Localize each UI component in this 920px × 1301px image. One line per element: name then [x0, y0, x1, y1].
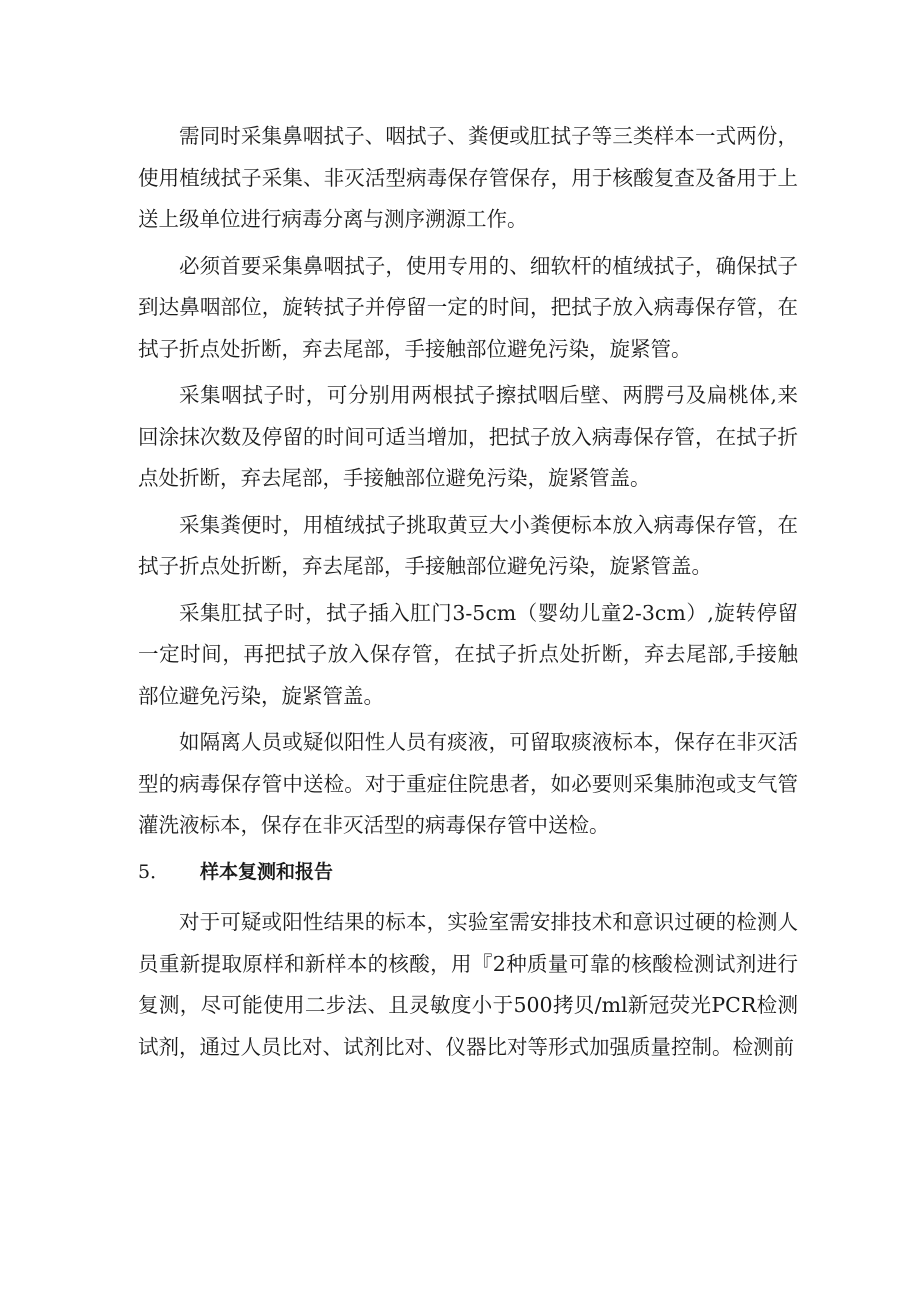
paragraph-throat-swab: 采集咽拭子时，可分别用两根拭子擦拭咽后壁、两腭弓及扁桃体,来回涂抹次数及停留的时间可适当增加，把拭子放入病毒保存管，在拭子折点处折断，弃去尾部，手接触部位避免污染，旋紧管盖。	[138, 383, 798, 490]
paragraph-sputum-sample: 如隔离人员或疑似阳性人员有痰液，可留取痰液标本，保存在非灭活型的病毒保存管中送检。对于重症住院患者，如必要则采集肺泡或支气管灌洗液标本，保存在非灭活型的病毒保存管中送检。	[138, 730, 798, 837]
paragraph-collect-three-sample-types: 需同时采集鼻咽拭子、咽拭子、粪便或肛拭子等三类样本一式两份，使用植绒拭子采集、非灭活型病毒保存管保存，用于核酸复查及备用于上送上级单位进行病毒分离与测序溯源工作。	[138, 124, 798, 231]
paragraph-nasopharyngeal-swab: 必须首要采集鼻咽拭子，使用专用的、细软杆的植绒拭子，确保拭子到达鼻咽部位，旋转拭子并停留一定的时间，把拭子放入病毒保存管，在拭子折点处折断，弃去尾部，手接触部位避免污染，旋紧管。	[138, 253, 798, 361]
section-number: 5．	[138, 860, 170, 883]
paragraph-anal-swab: 采集肛拭子时，拭子插入肛门3-5cm（婴幼儿童2-3cm）,旋转停留一定时间，再把拭子放入保存管，在拭子折点处折断，弃去尾部,手接触部位避免污染，旋紧管盖。	[138, 600, 798, 708]
paragraph-stool-sample: 采集粪便时，用植绒拭子挑取黄豆大小粪便标本放入病毒保存管，在拭子折点处折断，弃去尾部，手接触部位避免污染，旋紧管盖。	[138, 512, 798, 578]
section-heading	[138, 852, 798, 894]
paragraph-retest-and-report: 对于可疑或阳性结果的标本，实验室需安排技术和意识过硬的检测人员重新提取原样和新样本的核酸，用『2种质量可靠的核酸检测试剂进行复测，尽可能使用二步法、且灵敏度小于500拷贝/ml新冠荧光PCR检测试剂，通过人员比对、试剂比对、仪器比对等形式加强质量控制。检测前	[138, 910, 798, 1059]
section-title: 样本复测和报告	[200, 860, 334, 883]
document-body	[138, 116, 798, 1073]
